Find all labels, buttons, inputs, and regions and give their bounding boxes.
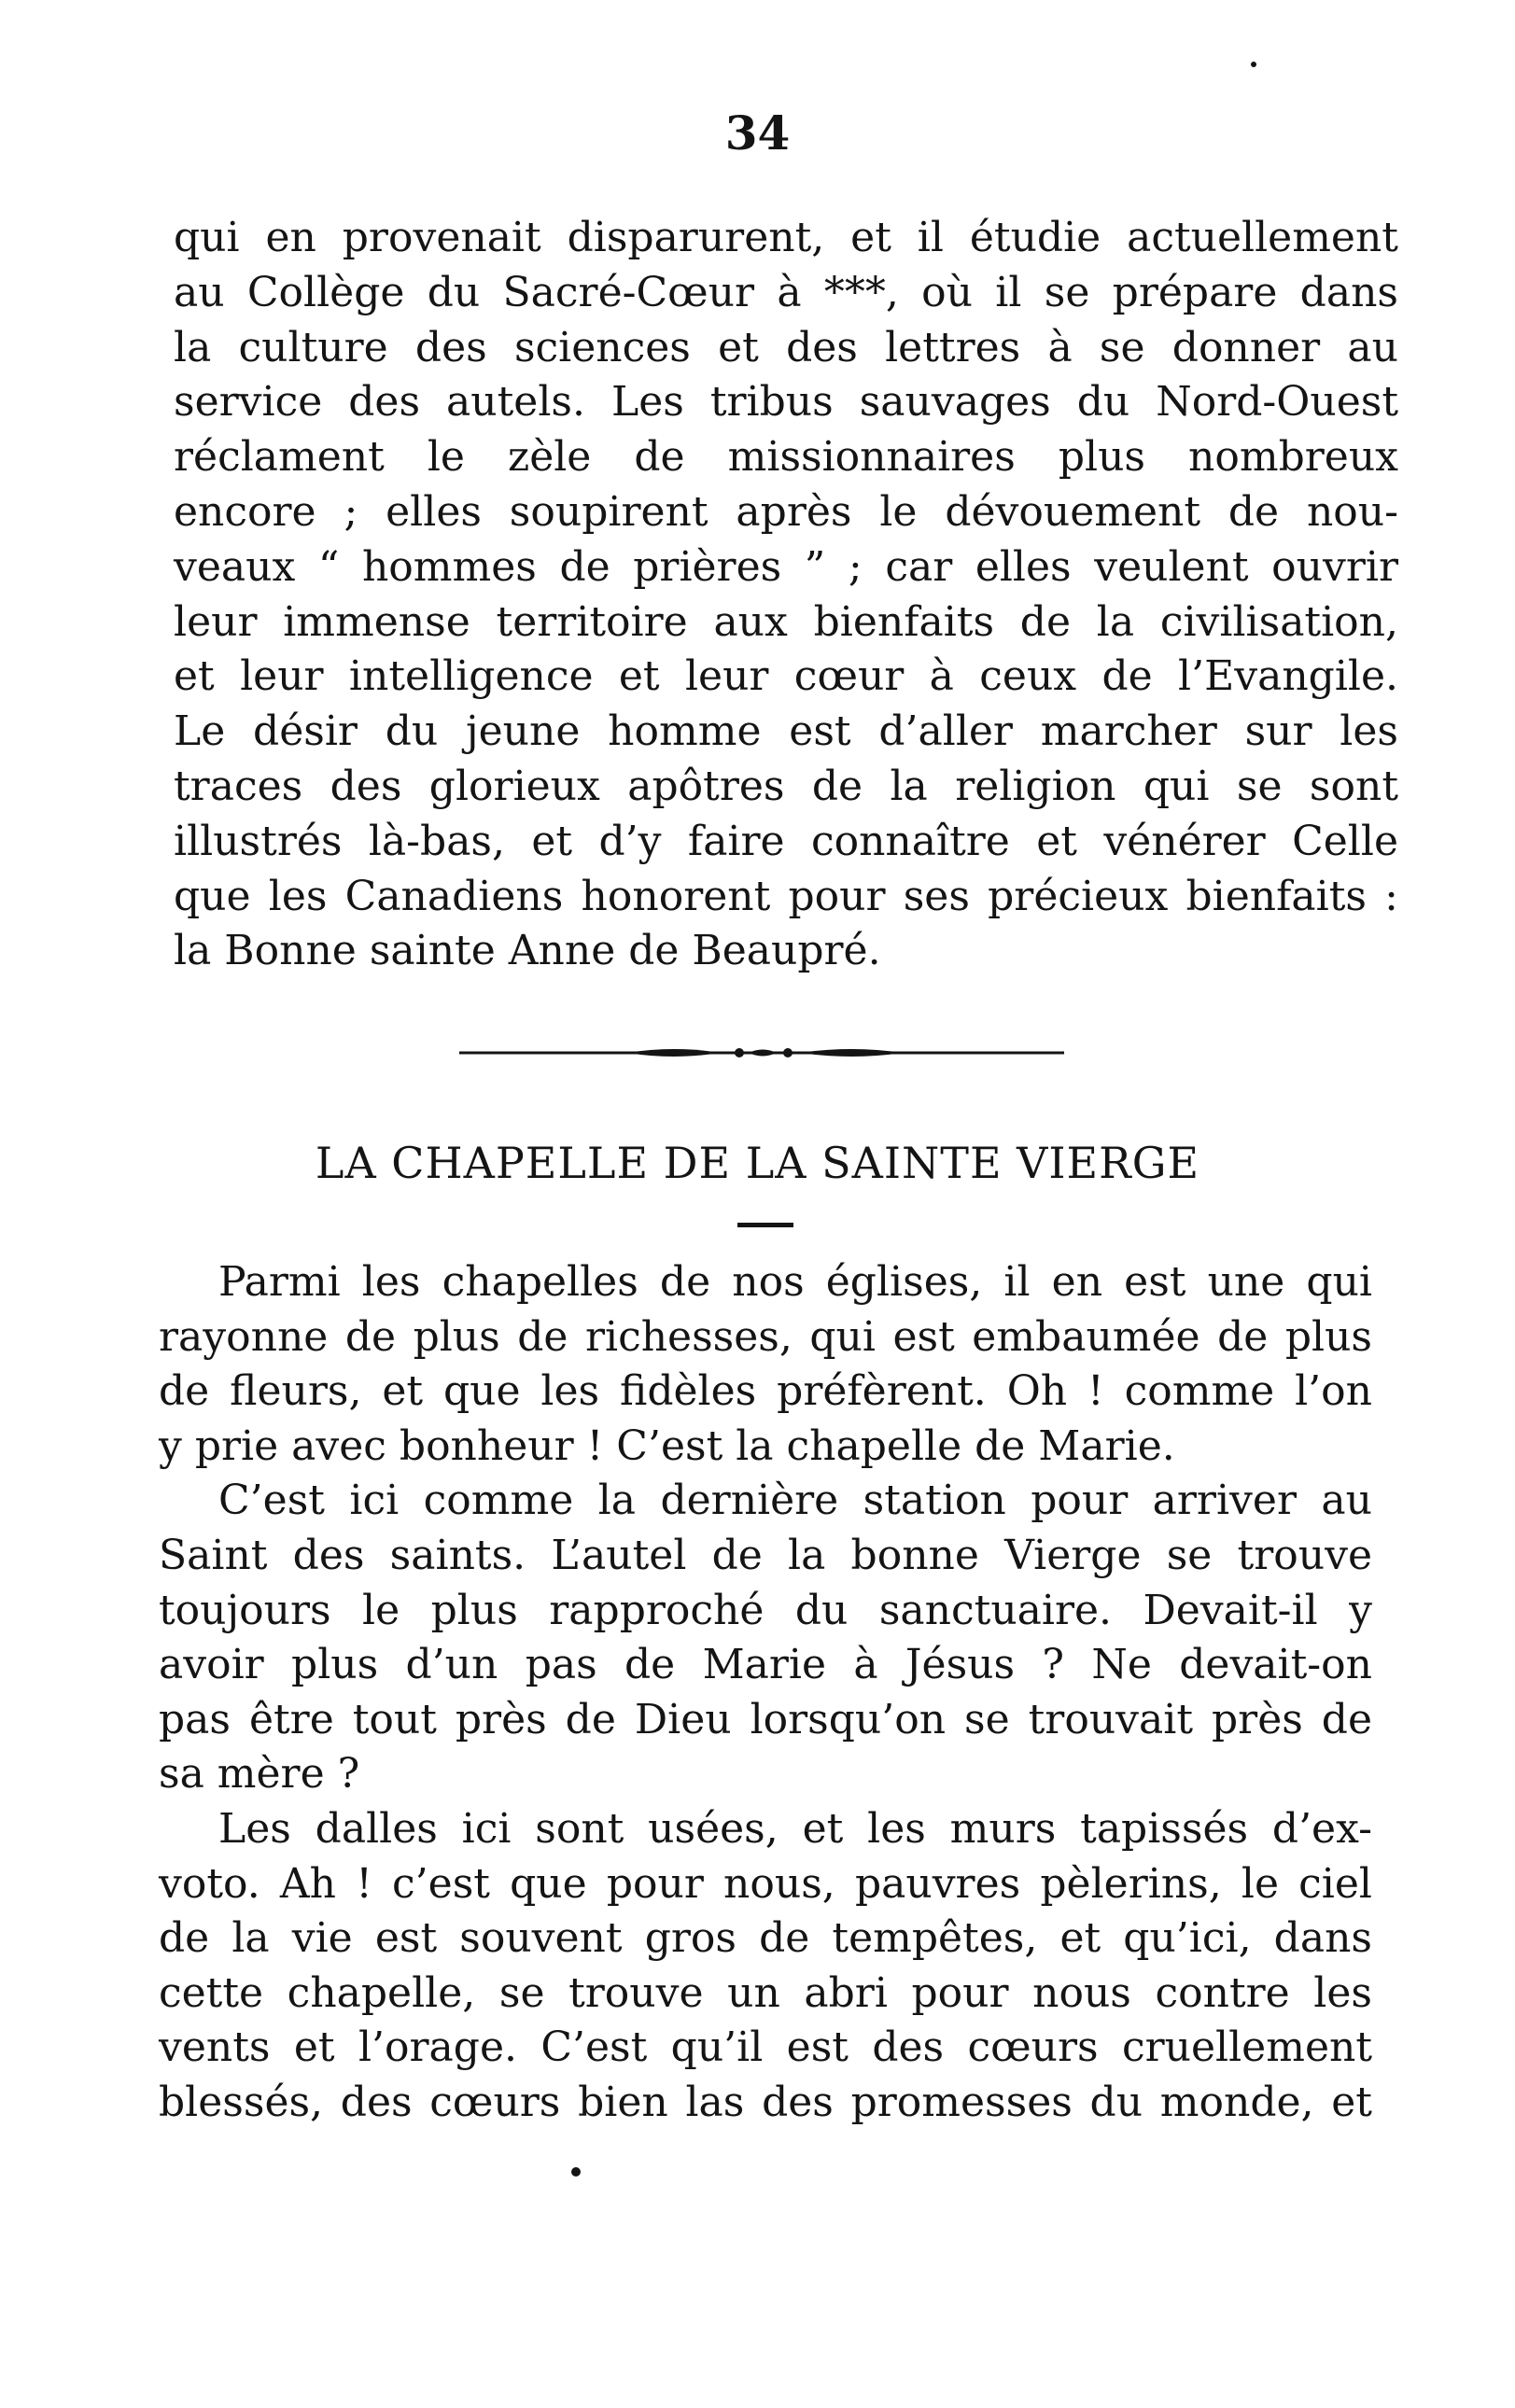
text-line: au Collège du Sacré-Cœur à ***, où il se prépare dans [174, 268, 1398, 316]
text-line: la Bonne sainte Anne de Beaupré. [174, 927, 881, 975]
text-line: de fleurs, et que les fidèles préfèrent. Oh ! comme l’on [159, 1367, 1372, 1416]
text-line: Les dalles ici sont usées, et les murs tapissés d’ex- [218, 1804, 1372, 1853]
text-line: y prie avec bonheur ! C’est la chapelle de Marie. [159, 1421, 1175, 1470]
text-line: que les Canadiens honorent pour ses précieux bienfaits : [174, 872, 1398, 920]
text-line: rayonne de plus de richesses, qui est embaumée de plus [159, 1312, 1372, 1361]
page-number: 34 [724, 105, 791, 161]
text-line: C’est ici comme la dernière station pour arriver au [218, 1477, 1372, 1525]
text-line: encore ; elles soupirent après le dévouement de nou- [174, 487, 1398, 536]
body-text [159, 1255, 1372, 2131]
text-line: service des autels. Les tribus sauvages du Nord-Ouest [174, 378, 1398, 427]
text-line: traces des glorieux apôtres de la religion qui se sont [174, 762, 1398, 810]
text-line: vents et l’orage. C’est qu’il est des cœurs cruellement [159, 2023, 1372, 2072]
text-line: illustrés là-bas, et d’y faire connaître et vénérer Celle [174, 817, 1398, 865]
ornamental-divider [459, 1043, 1064, 1062]
text-line: veaux “ hommes de prières ” ; car elles veulent ouvrir [174, 542, 1398, 591]
text-line: Saint des saints. L’autel de la bonne Vierge se trouve [159, 1531, 1372, 1579]
title-rule [737, 1223, 793, 1227]
text-line: de la vie est souvent gros de tempêtes, et qu’ici, dans [159, 1914, 1372, 1963]
text-line: toujours le plus rapproché du sanctuaire. Devait-il y [159, 1586, 1372, 1634]
text-line: leur immense territoire aux bienfaits de la civilisation, [174, 597, 1398, 646]
text-line: avoir plus d’un pas de Marie à Jésus ? Ne devait-on [159, 1641, 1372, 1689]
section-title: LA CHAPELLE DE LA SAINTE VIERGE [315, 1138, 1200, 1188]
text-line: voto. Ah ! c’est que pour nous, pauvres pèlerins, le ciel [159, 1859, 1372, 1908]
intro-paragraph [174, 211, 1398, 979]
text-line: la culture des sciences et des lettres à se donner au [174, 323, 1398, 371]
text-line: blessés, des cœurs bien las des promesses du monde, et [159, 2078, 1372, 2126]
text-line: réclament le zèle de missionnaires plus nombreux [174, 433, 1398, 482]
text-line: Parmi les chapelles de nos églises, il en est une qui [218, 1258, 1372, 1306]
text-line: Le désir du jeune homme est d’aller marcher sur les [174, 707, 1398, 756]
print-speck [1251, 62, 1256, 67]
print-speck [571, 2167, 581, 2177]
text-line: qui en provenait disparurent, et il étudie actuellement [174, 214, 1398, 261]
text-line: sa mère ? [159, 1750, 360, 1799]
text-line: et leur intelligence et leur cœur à ceux de l’Evangile. [174, 652, 1398, 701]
text-line: pas être tout près de Dieu lorsqu’on se trouvait près de [159, 1695, 1372, 1743]
text-line: cette chapelle, se trouve un abri pour nous contre les [159, 1968, 1372, 2017]
